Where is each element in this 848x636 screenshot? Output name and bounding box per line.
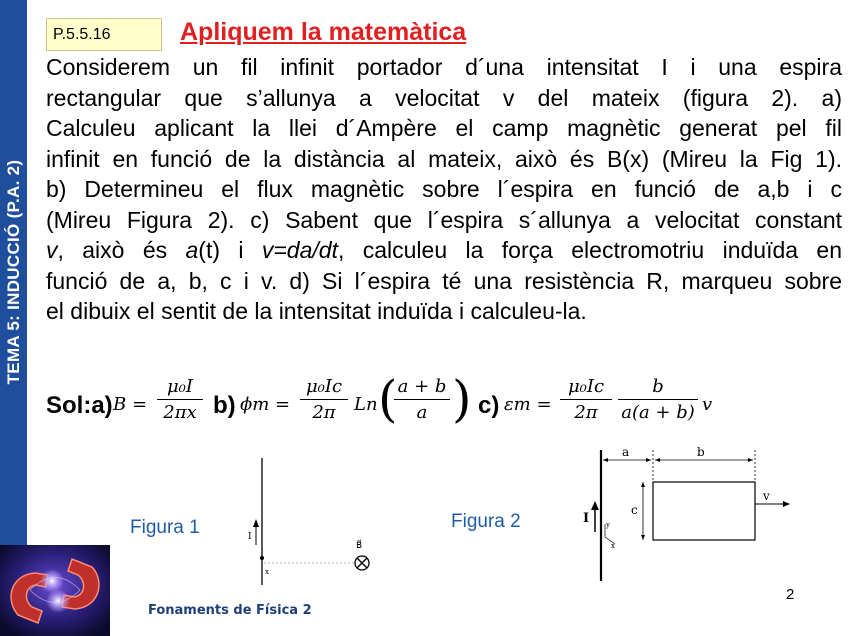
solution-c-label: c) (478, 392, 500, 419)
problem-code: P.5.5.16 (46, 18, 162, 51)
problem-line: funció de a, b, c i v. d) Si l´espira té una resistència R, marqueu sobre (46, 267, 842, 294)
footer-course-name: Fonaments de Física 2 (148, 603, 312, 618)
problem-line: infinit en funció de la distància al mateix, això és B(x) (Mireu la Fig 1). (46, 145, 842, 172)
svg-text:v: v (763, 489, 770, 503)
problem-line: Calculeu aplicant la llei d´Ampère el camp magnètic generat pel fil (46, 115, 842, 141)
problem-line: b) Determineu el flux magnètic sobre l´espira en funció de a,b i c (46, 176, 842, 202)
svg-text:B⃗: B⃗ (356, 541, 363, 551)
svg-text:x: x (611, 542, 615, 550)
figure-2-label: Figura 2 (451, 511, 521, 532)
problem-line: rectangular que s’allunya a velocitat v del mateix (figura 2). a) (46, 84, 842, 111)
problem-line: Considerem un fil infinit portador d´una intensitat I i una espira (46, 54, 842, 80)
svg-text:a: a (622, 445, 630, 459)
svg-text:c: c (631, 503, 638, 517)
solution-label: Sol:a) (46, 392, 113, 419)
page-title: Apliquem la matemàtica (180, 18, 467, 46)
problem-line: el dibuix el sentit de la intensitat induïda i calculeu-la. (46, 298, 587, 324)
page-number: 2 (786, 586, 795, 603)
formula-c: εm = $\frac{\text{μ₀Ic}}{2\pi}$ $\frac{b}{a(a + b)}$ v (504, 376, 713, 423)
svg-text:I: I (583, 511, 590, 526)
svg-text:I: I (248, 532, 252, 542)
figure-2-diagram (575, 444, 795, 584)
magnet-logo-icon (0, 545, 110, 636)
solution-b-label: b) (213, 392, 236, 419)
svg-text:y: y (606, 521, 610, 529)
problem-line: (Mireu Figura 2). c) Sabent que l´espira s´allunya a velocitat constant (46, 206, 842, 233)
svg-text:b: b (697, 445, 705, 459)
sidebar-title: TEMA 5: INDUCCIÓ (P.A. 2) (4, 159, 23, 385)
svg-text:x: x (265, 568, 269, 576)
formula-b: ϕm = $\frac{\text{μ₀Ic}}{2\pi}$ Ln ( $\frac{a + b}{a}$ ) (240, 370, 472, 428)
problem-line: v, això és a(t) i v=da/dt, calculeu la força electromotriu induïda en (46, 237, 842, 263)
figure-1-diagram (236, 455, 376, 590)
problem-statement (46, 52, 842, 327)
formula-a: B = $\frac{\text{μ₀I}}{2\pi x}$ (113, 372, 203, 436)
sidebar-band (0, 0, 27, 545)
figure-1-label: Figura 1 (130, 517, 200, 538)
